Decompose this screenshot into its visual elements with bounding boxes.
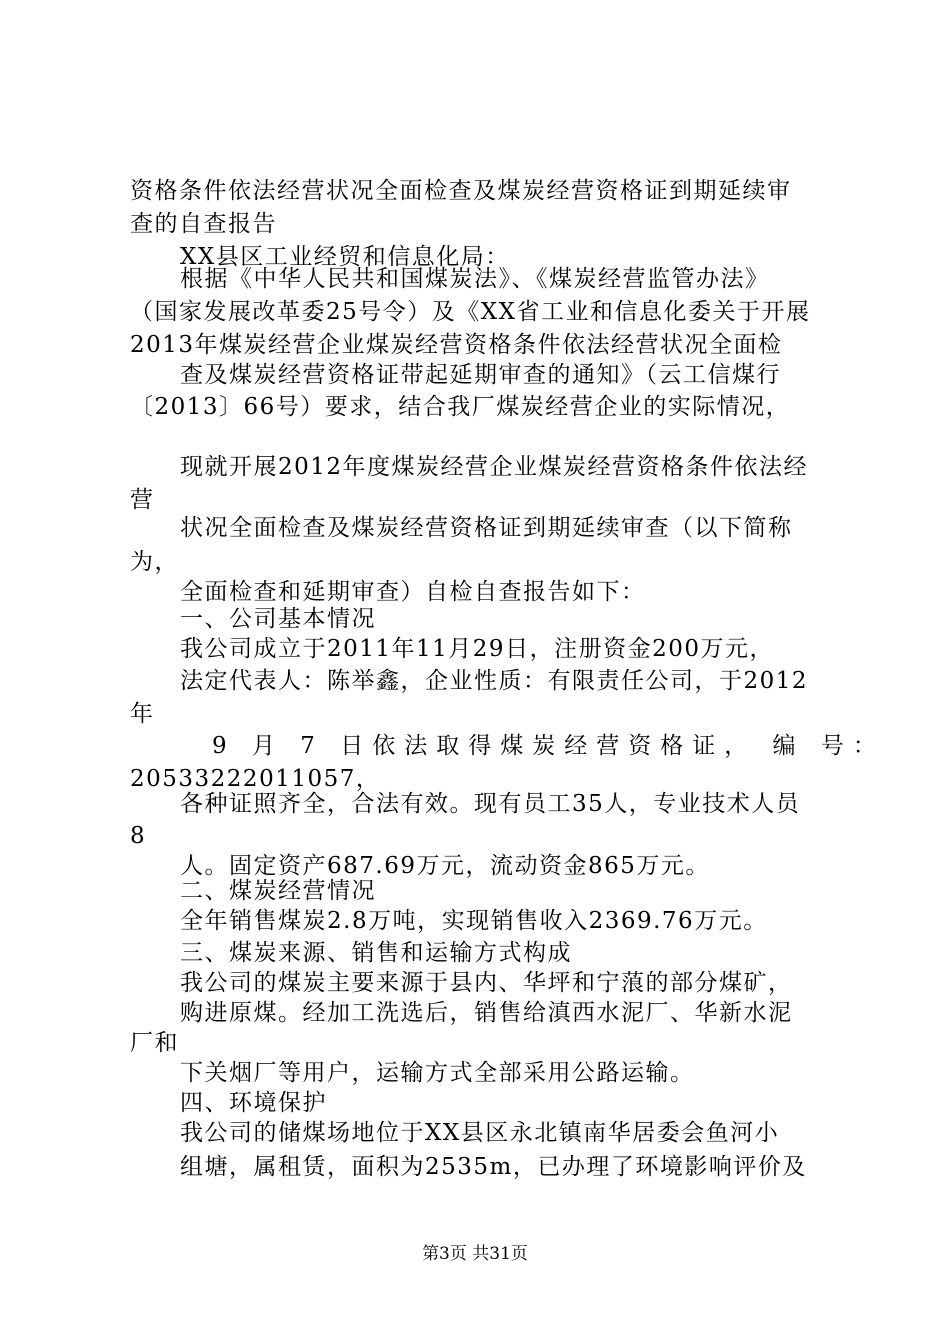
body-line: 我公司的储煤场地位于XX县区永北镇南华居委会鱼河小 [180,1120,780,1146]
body-line: 全年销售煤炭2.8万吨，实现销售收入2369.76万元。 [180,908,768,934]
title-line-2: 查的自查报告 [130,211,277,237]
body-line: 年 [130,701,155,727]
body-line: （国家发展改革委25号令）及《XX省工业和信息化委关于开展 [130,299,811,325]
section-heading: 三、煤炭来源、销售和运输方式构成 [180,940,572,966]
body-line: 组塘，属租赁，面积为2535m，已办理了环境影响评价及 [180,1154,807,1180]
page-number-footer: 第3页 共31页 [422,1244,528,1264]
body-line: 20533222011057， [130,766,381,792]
body-line: 各种证照齐全，合法有效。现有员工35人，专业技术人员 [180,791,801,817]
title-line-1: 资格条件依法经营状况全面检查及煤炭经营资格证到期延续审 [130,178,792,204]
body-line: 2013年煤炭经营企业煤炭经营资格条件依法经营状况全面检 [130,332,783,358]
body-line: 下关烟厂等用户，运输方式全部采用公路运输。 [180,1060,695,1086]
body-line: 我公司成立于2011年11月29日，注册资金200万元， [180,636,774,662]
body-line: 〔2013〕66号）要求，结合我厂煤炭经营企业的实际情况， [130,394,791,420]
body-line: 现就开展2012年度煤炭经营企业煤炭经营资格条件依法经 [180,454,809,480]
body-line: 法定代表人：陈举鑫，企业性质：有限责任公司，于2012 [180,668,809,694]
section-heading: 二、煤炭经营情况 [180,878,376,904]
addressee-line: XX县区工业经贸和信息化局： [180,244,510,270]
body-line: 人。固定资产687.69万元，流动资金865万元。 [180,853,710,879]
section-heading: 四、环境保护 [180,1090,327,1116]
body-line: 我公司的煤炭主要来源于县内、华坪和宁蒗的部分煤矿， [180,970,793,996]
section-heading: 一、公司基本情况 [180,606,376,632]
body-line: 状况全面检查及煤炭经营资格证到期延续审查（以下简称 [180,515,793,541]
body-line: 厂和 [130,1030,179,1056]
body-line: 查及煤炭经营资格证带起延期审查的通知》（云工信煤行 [180,362,781,388]
body-line: 9 月 7 日依法取得煤炭经营资格证， 编 号： [212,733,885,759]
body-line: 购进原煤。经加工洗选后，销售给滇西水泥厂、华新水泥 [180,1000,793,1026]
body-line: 8 [130,823,147,849]
body-line: 全面检查和延期审查）自检自查报告如下： [180,579,646,605]
body-line: 根据《中华人民共和国煤炭法》、《煤炭经营监管办法》 [180,266,770,292]
body-line: 为， [130,549,179,575]
body-line: 营 [130,487,155,513]
